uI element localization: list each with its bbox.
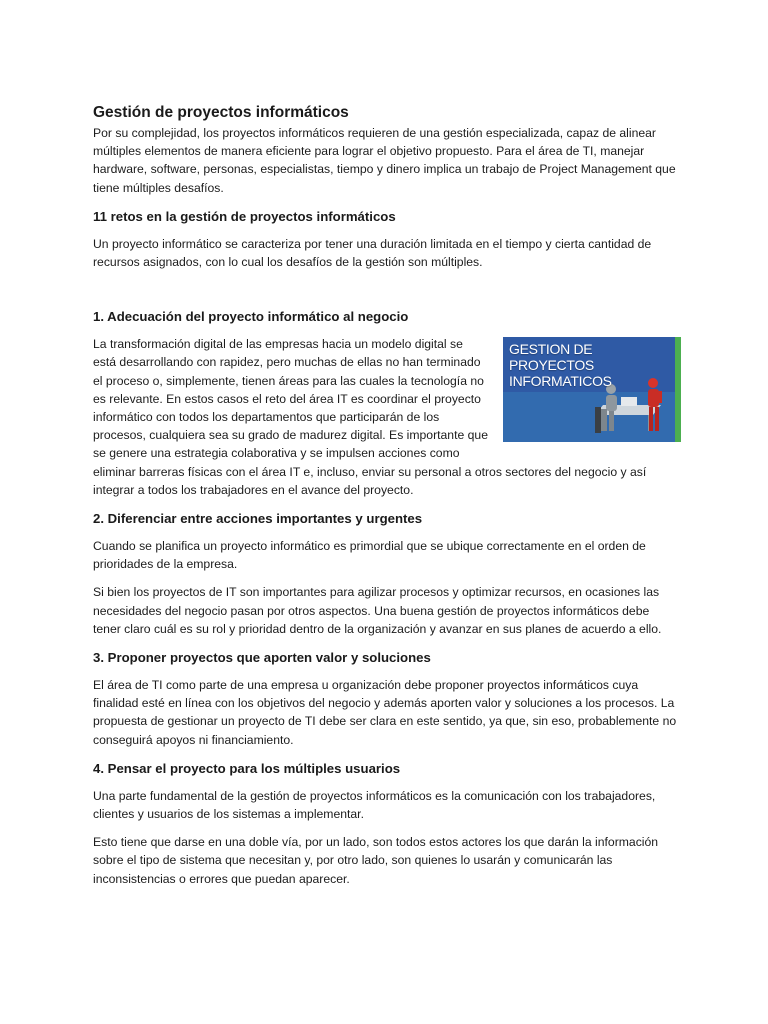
illustration-caption bbox=[509, 341, 669, 389]
caption-line-3: INFORMATICOS bbox=[509, 373, 612, 390]
subtitle-paragraph: Un proyecto informático se caracteriza por tener una duración limitada en el tiempo y cierta cantidad de recursos asignados, con lo cual los desafíos de la gestión son múltiples. bbox=[93, 236, 652, 270]
intro-paragraph: Por su complejidad, los proyectos informáticos requieren de una gestión especializada, capaz de alinear múltiples elementos de manera eficiente para lograr el objetivo propuesto. Para el área de TI, manejar hardware, software, personas, especialistas, tiempo y dinero implica un trabajo de Project Management que tiene múltiples desafíos. bbox=[93, 126, 676, 195]
caption-line-2: PROYECTOS bbox=[509, 357, 594, 374]
project-management-illustration bbox=[503, 337, 681, 442]
section-4-paragraph-1: Una parte fundamental de la gestión de proyectos informáticos es la comunicación con los trabajadores, clientes y usuarios de los sistemas a implementar. bbox=[93, 788, 656, 822]
section-2-heading: 2. Diferenciar entre acciones importantes y urgentes bbox=[93, 511, 423, 527]
caption-line-1: GESTION DE bbox=[509, 341, 593, 358]
section-2-paragraph-2: Si bien los proyectos de IT son importantes para agilizar procesos y optimizar recursos, en ocasiones las necesidades del negocio pasan por otros aspectos. Una buena gestión de proyectos informáticos debe tener claro cuál es su rol y prioridad dentro de la organización y avanzar en sus planes de acuerdo a ello. bbox=[93, 585, 662, 636]
section-1-heading: 1. Adecuación del proyecto informático al negocio bbox=[93, 309, 409, 325]
section-1-body bbox=[93, 335, 678, 499]
document-title: Gestión de proyectos informáticos bbox=[93, 104, 349, 121]
section-4-paragraph-2: Esto tiene que darse en una doble vía, por un lado, son todos estos actores los que darán la información sobre el tipo de sistema que necesitan y, por otro lado, son quienes lo usarán y comunicarán las inconsistencias o errores que puedan aparecer. bbox=[93, 835, 659, 886]
document-body bbox=[93, 103, 678, 888]
section-2-paragraph-1: Cuando se planifica un proyecto informático es primordial que se ubique correctamente en el orden de prioridades de la empresa. bbox=[93, 539, 646, 572]
section-3-paragraph: El área de TI como parte de una empresa u organización debe proponer proyectos informáticos cuya finalidad esté en línea con los objetivos del negocio y además aporten valor y soluciones a los procesos. La propuesta de gestionar un proyecto de TI debe ser clara en este sentido, ya que, sin eso, probablemente no conseguirá apoyos ni financiamiento. bbox=[93, 678, 677, 747]
section-3-heading: 3. Proponer proyectos que aporten valor y soluciones bbox=[93, 650, 431, 666]
section-4-heading: 4. Pensar el proyecto para los múltiples usuarios bbox=[93, 760, 401, 776]
subtitle-heading: 11 retos en la gestión de proyectos informáticos bbox=[93, 208, 396, 224]
section-1-paragraph: La transformación digital de las empresas hacia un modelo digital se está desarrollando con rapidez, pero muchas de ellas no han terminado el proceso o, simplemente, tienen áreas para las cuales la tecnología no es relevante. En estos casos el reto del área IT es coordinar el proyecto informático con todos los departamentos que participarán de los procesos, cualquiera sea su grado de madurez digital. Es importante que se genere una estrategia colaborativa y se impulsen acciones como eliminar barreras físicas con el área IT e, incluso, enviar su personal a otros sectores del negocio y así integrar a todos los trabajadores en el avance del proyecto. bbox=[93, 337, 647, 497]
